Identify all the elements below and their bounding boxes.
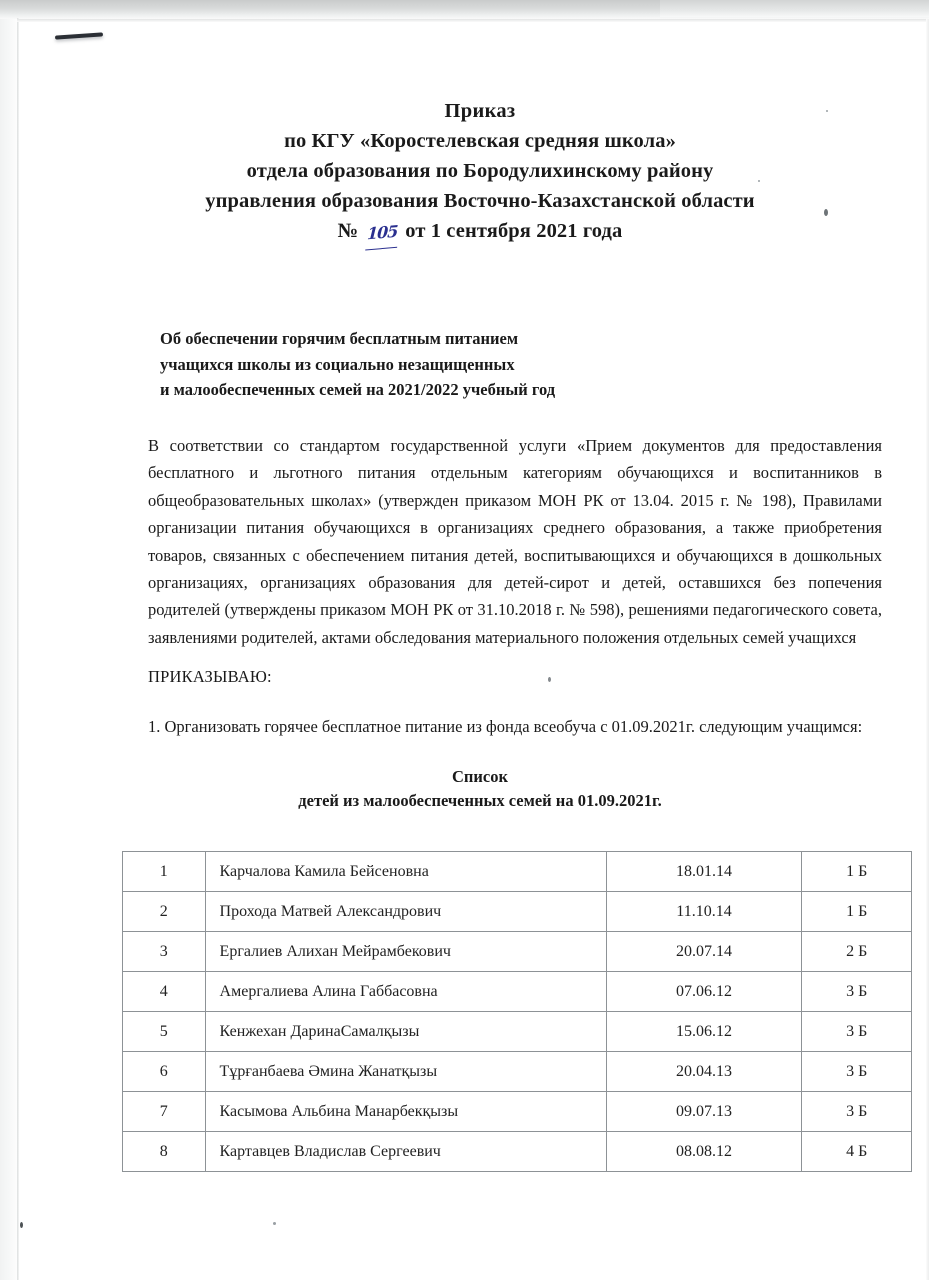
subject-line-3: и малообеспеченных семей на 2021/2022 учебный год (160, 380, 556, 399)
order-number-line (150, 216, 810, 248)
table-row (123, 852, 912, 892)
table-row (123, 1012, 912, 1052)
row-student-name: Картавцев Владислав Сергеевич (205, 1132, 606, 1172)
row-index: 3 (123, 932, 206, 972)
row-birth-date: 11.10.14 (606, 892, 802, 932)
row-birth-date: 18.01.14 (606, 852, 802, 892)
row-grade: 3 Б (802, 972, 912, 1012)
list-heading-line-1: Список (451, 767, 508, 786)
table-row (123, 1132, 912, 1172)
list-heading (150, 765, 810, 813)
preamble-paragraph: В соответствии со стандартом государственной услуги «Прием документов для предоставления бесплатного и льготного питания отдельным категориям обучающихся и воспитанников в общеобразовательных школах» (утвержден приказом МОН РК от 13.04. 2015 г. № 198), Правилами организации питания обучающихся в организациях среднего образования, а также приобретения товаров, связанных с обеспечением питания детей, воспитывающихся и обучающихся в дошкольных организациях, организациях образования для детей-сирот и детей, оставшихся без попечения родителей (утверждены приказом МОН РК от 31.10.2018 г. № 598), решениями педагогического совета, заявлениями родителей, актами обследования материального положения отдельных семей учащихся (148, 436, 882, 647)
students-table (122, 851, 912, 1172)
row-birth-date: 07.06.12 (606, 972, 802, 1012)
row-birth-date: 09.07.13 (606, 1092, 802, 1132)
row-grade: 1 Б (802, 852, 912, 892)
row-birth-date: 20.07.14 (606, 932, 802, 972)
subject-line-1: Об обеспечении горячим бесплатным питанием (160, 329, 519, 348)
row-grade: 3 Б (802, 1052, 912, 1092)
row-index: 1 (123, 852, 206, 892)
list-heading-line-2: детей из малообеспеченных семей на 01.09.2021г. (298, 791, 662, 810)
table-row (123, 1052, 912, 1092)
row-index: 6 (123, 1052, 206, 1092)
table-row (123, 932, 912, 972)
document-title: Приказ (444, 100, 516, 122)
subject-line-2: учащихся школы из социально незащищенных (160, 354, 515, 374)
row-grade: 1 Б (802, 892, 912, 932)
order-number-handwritten: 105 (365, 216, 399, 250)
table-row (123, 972, 912, 1012)
row-student-name: Касымова Альбина Манарбекқызы (205, 1092, 606, 1132)
row-index: 5 (123, 1012, 206, 1052)
order-number-prefix: № (337, 220, 359, 242)
row-birth-date: 15.06.12 (606, 1012, 802, 1052)
order-date: от 1 сентября 2021 года (405, 220, 623, 242)
row-grade: 4 Б (802, 1132, 912, 1172)
row-grade: 3 Б (802, 1092, 912, 1132)
row-index: 8 (123, 1132, 206, 1172)
row-grade: 2 Б (802, 932, 912, 972)
row-birth-date: 08.08.12 (606, 1132, 802, 1172)
row-grade: 3 Б (802, 1012, 912, 1052)
document-subject (160, 326, 720, 403)
row-student-name: Ергалиев Алихан Мейрамбекович (205, 932, 606, 972)
row-index: 7 (123, 1092, 206, 1132)
row-student-name: Тұрғанбаева Әмина Жанатқызы (205, 1052, 606, 1092)
row-birth-date: 20.04.13 (606, 1052, 802, 1092)
table-row (123, 1092, 912, 1132)
order-verb: ПРИКАЗЫВАЮ: (148, 667, 272, 686)
table-row (123, 892, 912, 932)
header-district-line: отдела образования по Бородулихинскому району (246, 160, 714, 182)
row-student-name: Прохода Матвей Александрович (205, 892, 606, 932)
row-student-name: Карчалова Камила Бейсеновна (205, 852, 606, 892)
row-index: 2 (123, 892, 206, 932)
row-index: 4 (123, 972, 206, 1012)
row-student-name: Амергалиева Алина Габбасовна (205, 972, 606, 1012)
order-item-1: 1. Организовать горячее бесплатное питание из фонда всеобуча с 01.09.2021г. следующим учащимся: (148, 717, 863, 736)
header-region-line: управления образования Восточно-Казахстанской области (205, 190, 755, 212)
students-table-body (123, 852, 912, 1172)
document-header (150, 96, 810, 248)
header-school-line: по КГУ «Коростелевская средняя школа» (284, 130, 676, 152)
row-student-name: Кенжехан ДаринаСамалқызы (205, 1012, 606, 1052)
